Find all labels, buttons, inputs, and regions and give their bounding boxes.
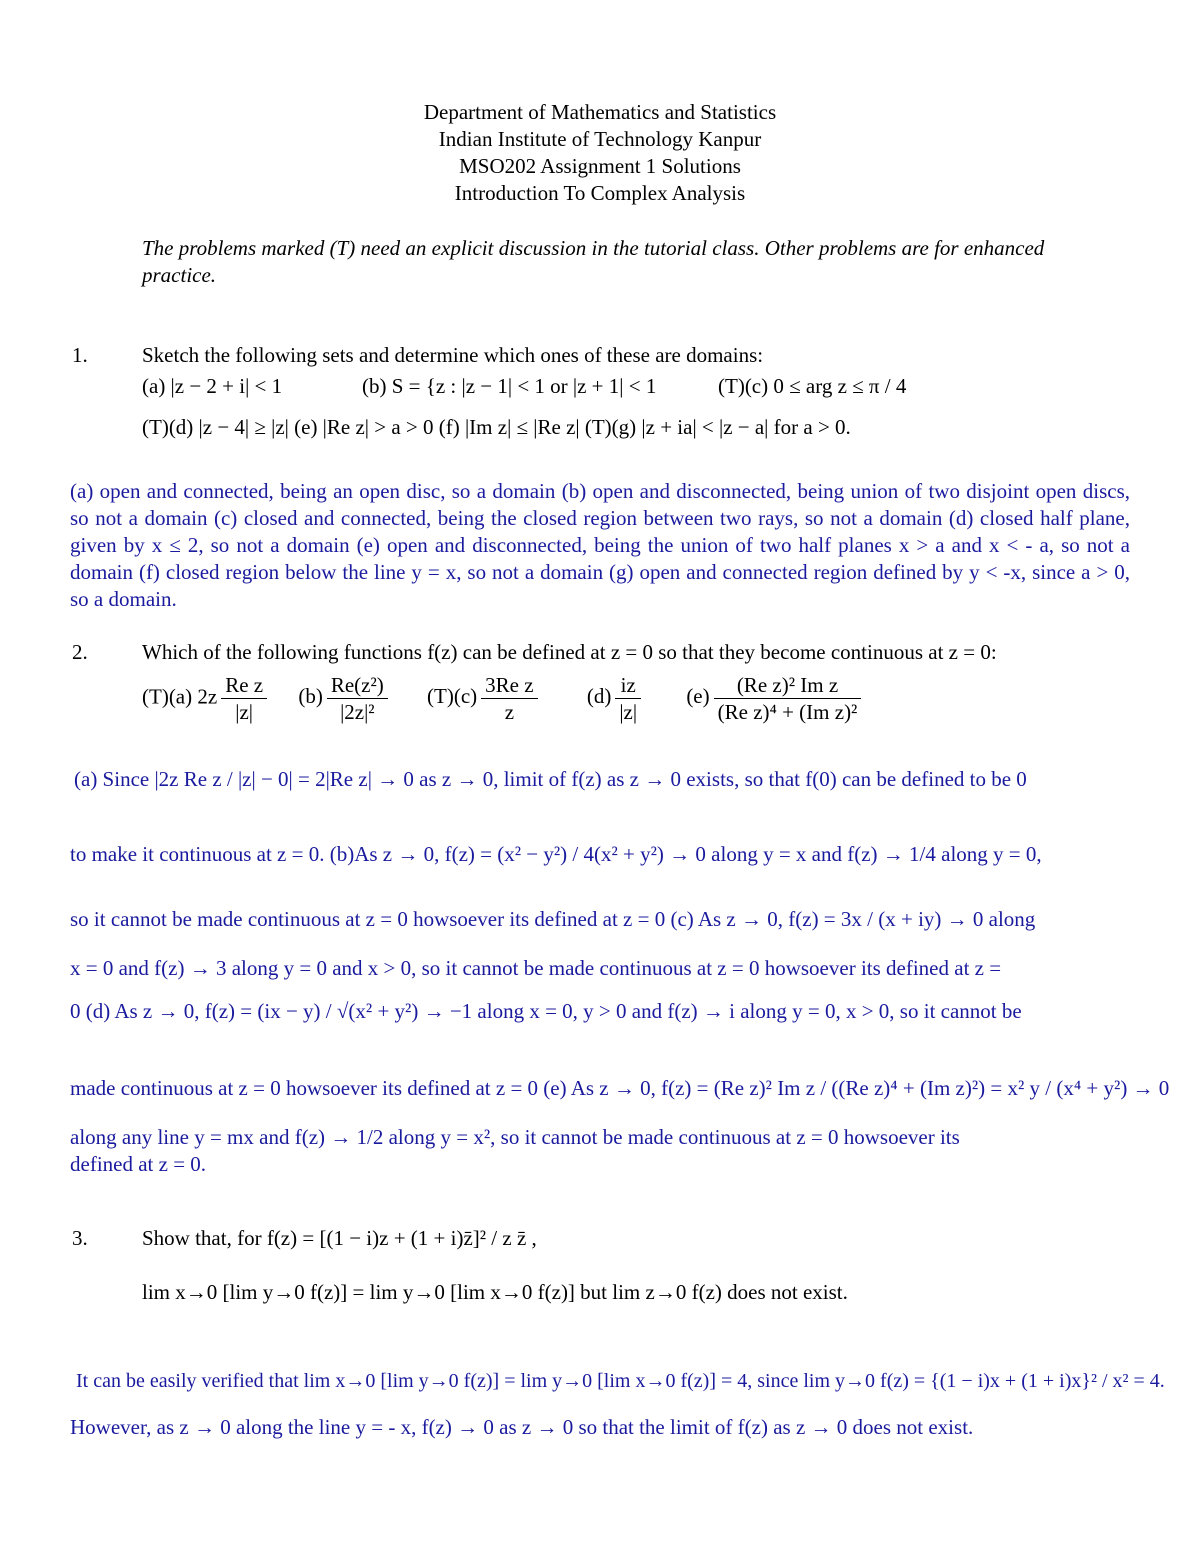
q1-answer-part2: two half planes x > a and x < - a, so not a domain (f) closed region below the line y = x, so not a domain (g) open and connected region defined by y < -x, since a > 0, so a domain. — [70, 533, 1130, 611]
q1-item-a: (a) |z − 2 + i| < 1 — [142, 374, 283, 398]
q3-limit-statement: lim x→0 [lim y→0 f(z)] = lim y→0 [lim x→0 f(z)] but lim z→0 f(z) does not exist. — [142, 1280, 848, 1304]
q3-answer-line2: However, as z → 0 along the line y = - x, f(z) → 0 as z → 0 so that the limit of f(z) as z → 0 does not exist. — [70, 1415, 974, 1439]
q1-prompt: Sketch the following sets and determine which ones of these are domains: — [142, 343, 764, 367]
intro-note: The problems marked (T) need an explicit discussion in the tutorial class. Other problems are for enhanced practice. — [142, 236, 1045, 287]
header-assignment: MSO202 Assignment 1 Solutions — [459, 154, 741, 178]
q2-solution-c-cont: x = 0 and f(z) → 3 along y = 0 and x > 0, so it cannot be made continuous at z = 0 howsoever its defined at z = — [70, 956, 1002, 980]
q2-solution-c: so it cannot be made continuous at z = 0 howsoever its defined at z = 0 (c) As z → 0, f(z) = 3x / (x + iy) → 0 along — [70, 907, 1036, 931]
q2-number: 2. — [72, 640, 88, 664]
q2-solution-e-end: defined at z = 0. — [70, 1152, 207, 1176]
q2-a-fraction: $\frac{\text{Re z}}{|z|}$ — [221, 672, 267, 725]
q3-number: 3. — [72, 1226, 88, 1250]
q2-c-fraction: $\frac{\text{3Re z}}{z}$ — [481, 672, 537, 725]
header-course: Introduction To Complex Analysis — [454, 181, 746, 205]
header-institute: Indian Institute of Technology Kanpur — [438, 127, 762, 151]
q2-a-label: (T)(a) 2z — [142, 684, 218, 709]
q2-solution-b: to make it continuous at z = 0. (b)As z → 0, f(z) = (x² − y²) / 4(x² + y²) → 0 along y = x and f(z) → 1/4 along y = 0, — [70, 842, 1042, 866]
q2-solution-a: (a) Since |2z Re z / |z| − 0| = 2|Re z| → 0 as z → 0, limit of f(z) as z → 0 exists, so that f(0) can be defined to be 0 — [74, 767, 1027, 791]
q2-b-fraction: $\frac{\text{Re(z²)}}{\text{|2z|²}}$ — [327, 672, 388, 725]
q2-solution-e: made continuous at z = 0 howsoever its defined at z = 0 (e) As z → 0, f(z) = (Re z)² Im z / ((Re z)⁴ + (Im z)²) = x² y / (x⁴ + y²) → 0 — [70, 1076, 1170, 1100]
q2-b-label: (b) — [298, 684, 323, 709]
q2-d-label: (d) — [586, 684, 612, 709]
q2-solution-d: 0 (d) As z → 0, f(z) = (ix − y) / √(x² + y²) → −1 along x = 0, y > 0 and f(z) → i along y = 0, x > 0, so it cannot be — [70, 999, 1022, 1023]
q1-items-d-g: (T)(d) |z − 4| ≥ |z| (e) |Re z| > a > 0 (f) |Im z| ≤ |Re z| (T)(g) |z + ia| < |z − a| for a > 0. — [142, 415, 851, 439]
q3-prompt: Show that, for f(z) = [(1 − i)z + (1 + i)z̄]² / z z̄ , — [142, 1226, 537, 1250]
q2-e-fraction: $\frac{\text{(Re z)² Im z}}{\text{(Re z)⁴ + (Im z)²}}$ — [714, 672, 862, 725]
q2-e-label: (e) — [686, 684, 710, 709]
q1-item-b: (b) S = {z : |z − 1| < 1 or |z + 1| < 1 — [362, 374, 657, 398]
q2-d-fraction: $\frac{iz}{|z|}$ — [615, 672, 641, 725]
q1-number: 1. — [72, 343, 88, 367]
q2-function-list — [142, 672, 865, 725]
q2-c-label: (T)(c) — [427, 684, 478, 709]
q3-answer-line1: It can be easily verified that lim x→0 [lim y→0 f(z)] = lim y→0 [lim x→0 f(z)] = 4, since lim y→0 f(z) = {(1 − i)x + (1 + i)x}² / x² = 4. — [76, 1370, 1165, 1392]
header-department: Department of Mathematics and Statistics — [423, 100, 777, 124]
q1-answer — [70, 478, 1130, 613]
q1-answer-part1: (a) open and connected, being an open disc, so a domain (b) open and disconnected, being union of two disjoint open discs, so not a domain (c) closed and connected, being the closed region between two rays, so not a domain (d) closed half plane, given by x ≤ 2, so not a domain (e) open and disconnected, being the union of — [70, 479, 1130, 557]
q2-prompt: Which of the following functions f(z) can be defined at z = 0 so that they become continuous at z = 0: — [142, 640, 997, 664]
q2-solution-e-cont: along any line y = mx and f(z) → 1/2 along y = x², so it cannot be made continuous at z = 0 howsoever its — [70, 1125, 960, 1149]
q1-item-c: (T)(c) 0 ≤ arg z ≤ π / 4 — [718, 374, 907, 398]
